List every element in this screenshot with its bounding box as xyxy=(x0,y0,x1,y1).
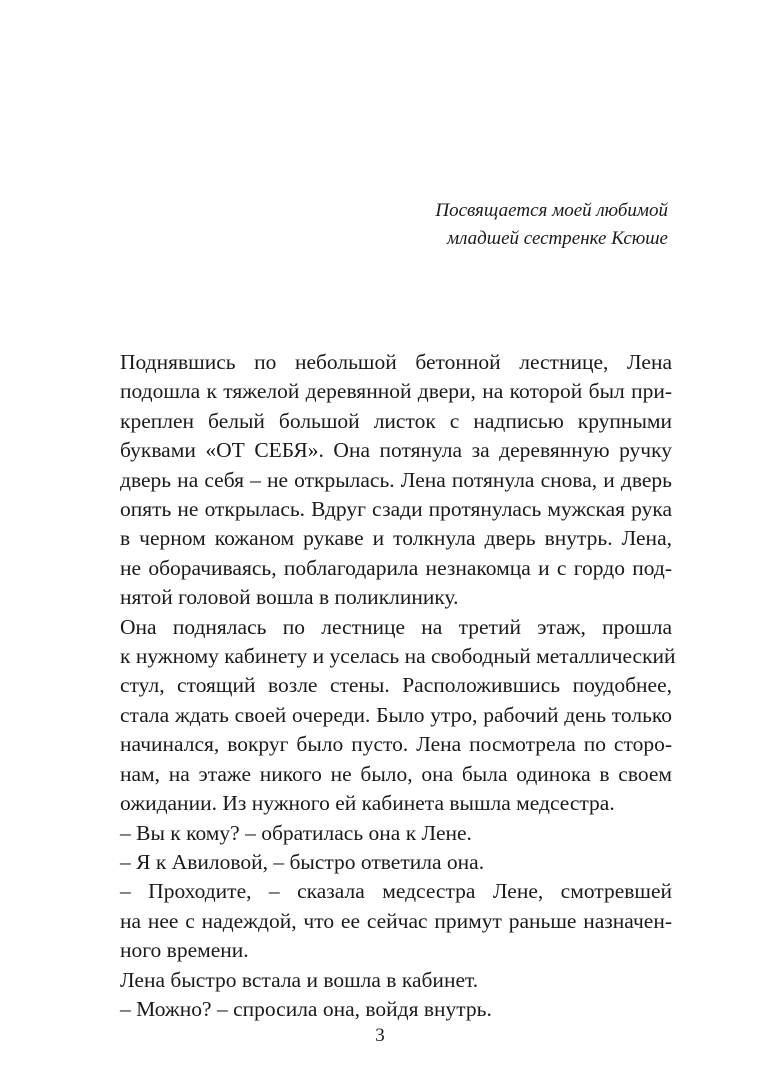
paragraph xyxy=(88,819,672,848)
text-line: ного времени. xyxy=(120,938,249,963)
text-line: – Вы к кому? – обратилась она к Лене. xyxy=(120,820,472,845)
text-line: – Я к Авиловой, – быстро ответила она. xyxy=(120,849,485,874)
paragraph xyxy=(88,613,676,819)
text-line: буквами «ОТ СЕБЯ». Она потянула за деревянную ручку xyxy=(120,438,672,463)
text-line: ожидании. Из нужного ей кабинета вышла медсестра. xyxy=(120,791,615,816)
text-line: подошла к тяжелой деревянной двери, на которой был при- xyxy=(120,379,672,404)
text-line: Лена быстро встала и вошла в кабинет. xyxy=(120,967,479,992)
paragraph xyxy=(88,348,672,613)
text-line: в черном кожаном рукаве и толкнула дверь внутрь. Лена, xyxy=(120,526,672,551)
text-line: опять не открылась. Вдруг сзади протянулась мужская рука xyxy=(120,497,672,522)
paragraph xyxy=(88,877,672,965)
text-line: стала ждать своей очереди. Было утро, рабочий день только xyxy=(120,702,672,727)
dedication-line: Посвящается моей любимой xyxy=(435,200,668,221)
text-line: – Можно? – спросила она, войдя внутрь. xyxy=(120,996,492,1021)
text-line: Поднявшись по небольшой бетонной лестнице, Лена xyxy=(120,350,672,374)
text-line: – Проходите, – сказала медсестра Лене, смотревшей xyxy=(120,879,672,904)
dedication xyxy=(348,197,668,253)
text-line: нятой головой вошла в поликлинику. xyxy=(120,585,459,610)
text-line: стул, стоящий возле стены. Расположившись поудобнее, xyxy=(120,673,672,698)
text-line: на нее с надеждой, что ее сейчас примут раньше назначен- xyxy=(120,908,672,933)
text-line: нам, на этаже никого не было, она была одинока в своем xyxy=(120,761,672,786)
paragraph xyxy=(88,995,672,1024)
dedication-line: младшей сестренке Ксюше xyxy=(446,228,668,249)
paragraph xyxy=(88,848,672,877)
paragraph xyxy=(88,966,672,995)
main-text xyxy=(88,348,676,1024)
text-line: Она поднялась по лестнице на третий этаж, прошла xyxy=(120,614,672,639)
text-line: креплен белый большой листок с надписью крупными xyxy=(120,408,672,433)
text-line: дверь на себя – не открылась. Лена потянула снова, и дверь xyxy=(120,467,672,492)
text-line: не оборачиваясь, поблагодарила незнакомца и с гордо под- xyxy=(120,555,672,580)
text-line: начинался, вокруг было пусто. Лена посмотрела по сторо- xyxy=(120,732,672,757)
page-number: 3 xyxy=(375,1025,385,1046)
text-line: к нужному кабинету и уселась на свободный металлический xyxy=(120,644,676,669)
